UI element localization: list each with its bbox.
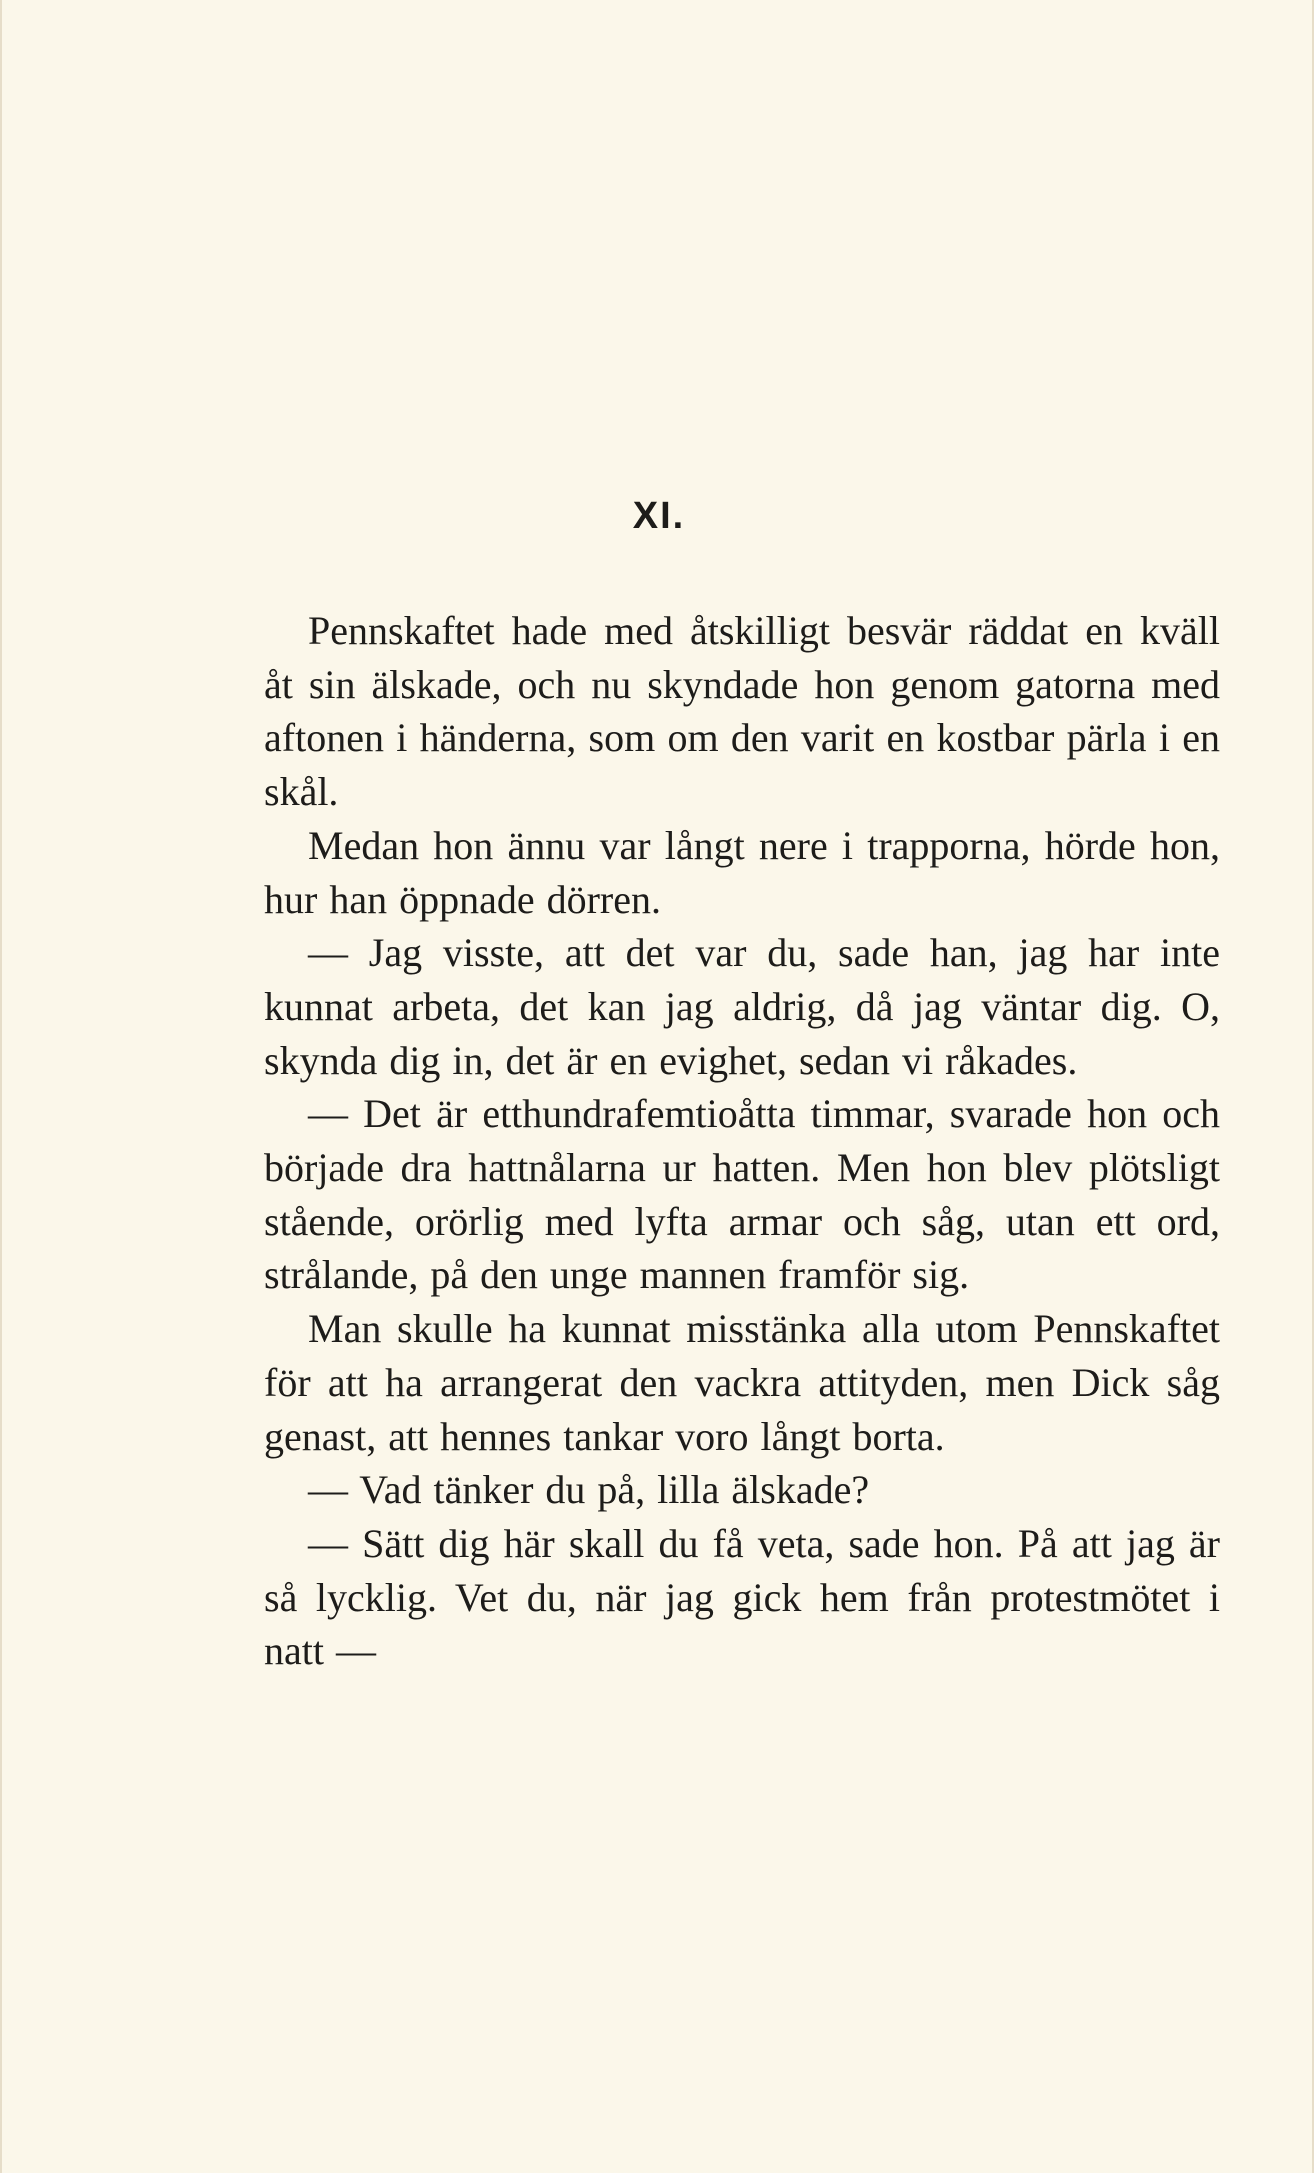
- chapter-body: [264, 604, 1220, 1678]
- paragraph-5: Man skulle ha kunnat misstänka alla utom Pennskaftet för att ha arrangerat den vackra attityden, men Dick såg genast, att hennes tankar voro långt borta.: [264, 1306, 1220, 1459]
- chapter-title: XI.: [632, 495, 686, 537]
- paragraph-6: — Vad tänker du på, lilla älskade?: [308, 1467, 870, 1513]
- paragraph-3: — Jag visste, att det var du, sade han, jag har inte kunnat arbeta, det kan jag aldrig, då jag väntar dig. O, skynda dig in, det är en evighet, sedan vi råkades.: [264, 930, 1220, 1083]
- paragraph-1: Pennskaftet hade med åtskilligt besvär räddat en kväll åt sin älskade, och nu skyndade hon genom gatorna med aftonen i händerna, som om den varit en kostbar pärla i en skål.: [264, 608, 1220, 815]
- paragraph-2: Medan hon ännu var långt nere i trapporna, hörde hon, hur han öppnade dörren.: [264, 822, 1220, 922]
- paragraph-7: — Sätt dig här skall du få veta, sade hon. På att jag är så lycklig. Vet du, när jag gick hem från protestmötet i natt —: [264, 1520, 1220, 1674]
- paragraph-4: — Det är etthundrafemtioåtta timmar, svarade hon och började dra hattnålarna ur hatten. Men hon blev plötsligt stående, orörlig med lyfta armar och såg, utan ett ord, strålande, på den unge mannen framför sig.: [264, 1091, 1220, 1298]
